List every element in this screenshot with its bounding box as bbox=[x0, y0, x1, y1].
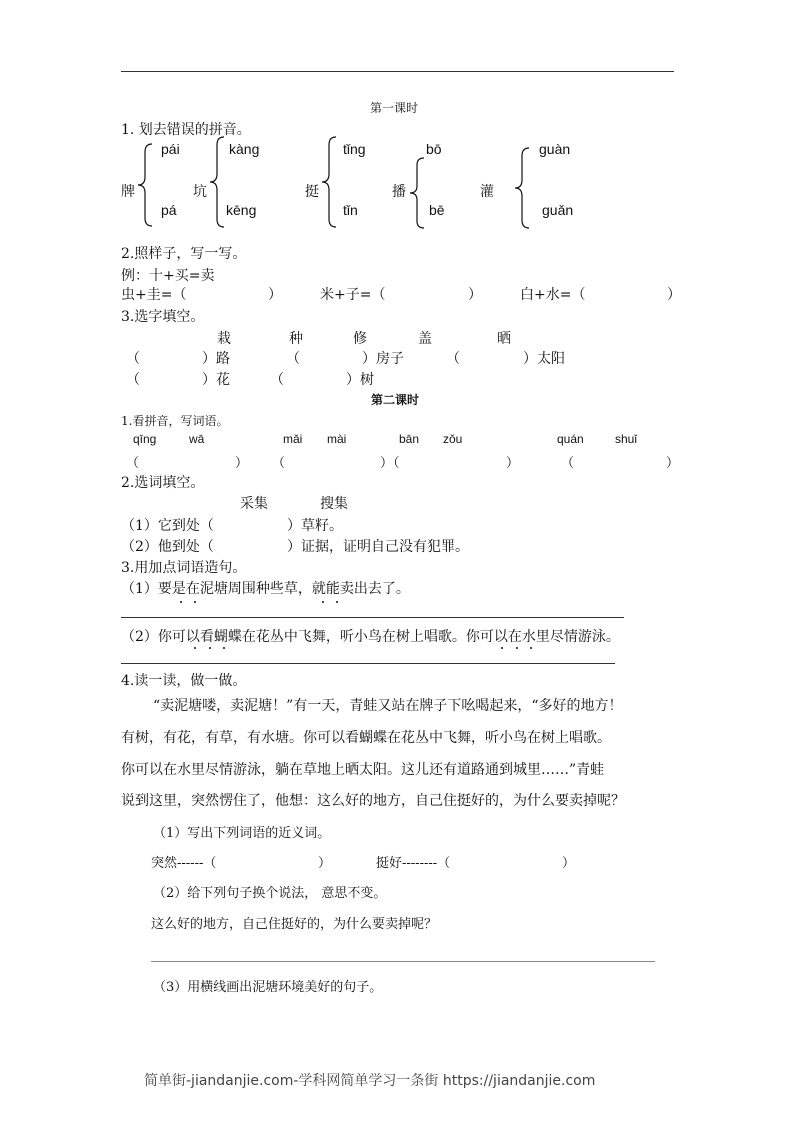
pinyin-option[interactable]: bē bbox=[429, 202, 445, 218]
answer-paren[interactable]: （ bbox=[286, 351, 300, 367]
fill-item: ）房子 bbox=[362, 351, 404, 367]
answer-paren[interactable]: ） bbox=[562, 856, 576, 871]
synonym-prompt: 突然------（ bbox=[151, 856, 217, 871]
q4-sentence: 这么好的地方，自己住挺好的，为什么要卖掉呢？ bbox=[151, 917, 438, 932]
q1-label: 1. 划去错误的拼音。 bbox=[121, 122, 251, 138]
pinyin-option[interactable]: guàn bbox=[539, 141, 571, 157]
hanzi: 挺 bbox=[305, 184, 319, 200]
emphasis-dot bbox=[194, 647, 196, 649]
hanzi: 牌 bbox=[121, 184, 135, 200]
brace-icon bbox=[210, 137, 226, 227]
l2-q1-label: 1.看拼音，写词语。 bbox=[121, 414, 229, 428]
emphasis-dot bbox=[194, 601, 196, 603]
l2-q3-label: 3.用加点词语造句。 bbox=[121, 560, 247, 576]
sentence-part: （1）它到处（ bbox=[121, 518, 214, 534]
pinyin-option[interactable]: tǐng bbox=[343, 141, 366, 157]
pinyin-option[interactable]: guǎn bbox=[542, 202, 574, 218]
answer-paren[interactable]: ） bbox=[268, 287, 282, 303]
fill-item: ）太阳 bbox=[523, 351, 565, 367]
answer-line[interactable] bbox=[121, 617, 624, 618]
answer-line[interactable] bbox=[151, 961, 655, 962]
answer-paren[interactable]: （ bbox=[126, 351, 140, 367]
q4-sub1: （1）写出下列词语的近义词。 bbox=[153, 826, 331, 841]
answer-paren[interactable]: （ bbox=[126, 372, 140, 388]
l2-q2-label: 2.选词填空。 bbox=[121, 475, 205, 491]
pinyin: mài bbox=[327, 432, 347, 446]
emphasis-dot bbox=[501, 647, 503, 649]
passage-line: 你可以在水里尽情游泳，躺在草地上晒太阳。这儿还有道路通到城里……”青蛙 bbox=[121, 762, 605, 778]
q2-example: 例：十+买=卖 bbox=[121, 268, 215, 284]
answer-paren[interactable]: ） bbox=[468, 287, 482, 303]
answer-paren[interactable]: ） bbox=[666, 456, 680, 471]
lesson2-title: 第二课时 bbox=[371, 393, 420, 407]
fill-item: ）树 bbox=[346, 372, 374, 388]
choice-word: 采集 bbox=[240, 496, 268, 512]
emphasis-dot bbox=[223, 647, 225, 649]
answer-paren[interactable]: ） bbox=[667, 287, 681, 303]
pinyin-option[interactable]: kàng bbox=[229, 141, 260, 157]
pinyin: quán bbox=[557, 432, 584, 446]
hanzi: 灌 bbox=[480, 184, 494, 200]
sample-sentence-1: （1）要是在泥塘周围种些草，就能卖出去了。 bbox=[121, 581, 410, 597]
sentence-part: （2）他到处（ bbox=[121, 539, 214, 555]
answer-line[interactable] bbox=[121, 663, 615, 664]
answer-paren[interactable]: （ bbox=[126, 456, 140, 471]
choice-char: 晒 bbox=[497, 331, 511, 347]
pinyin-option[interactable]: bō bbox=[426, 141, 442, 157]
answer-paren[interactable]: （ bbox=[272, 456, 286, 471]
emphasis-dot bbox=[516, 647, 518, 649]
passage-line: 说到这里，突然愣住了，他想：这么好的地方，自己住挺好的，为什么要卖掉呢？ bbox=[121, 793, 625, 809]
answer-paren[interactable]: （ bbox=[270, 372, 284, 388]
q2-item-1: 虫+圭=（ bbox=[121, 287, 187, 303]
brace-icon bbox=[410, 158, 426, 228]
pinyin-option[interactable]: pái bbox=[161, 141, 180, 157]
pinyin: qīng bbox=[133, 432, 157, 446]
sentence-part: ）证据，证明自己没有犯罪。 bbox=[287, 539, 469, 555]
sample-sentence-2: （2）你可以看蝴蝶在花丛中飞舞，听小鸟在树上唱歌。你可以在水里尽情游泳。 bbox=[121, 629, 620, 645]
choice-word: 搜集 bbox=[320, 496, 348, 512]
q2-item-3: 白+水=（ bbox=[520, 287, 586, 303]
answer-paren[interactable]: ） bbox=[235, 456, 249, 471]
q4-sub3: （3）用横线画出泥塘环境美好的句子。 bbox=[153, 980, 383, 995]
answer-paren[interactable]: （ bbox=[446, 351, 460, 367]
q4-sub2: （2）给下列句子换个说法， 意思不变。 bbox=[153, 886, 387, 901]
answer-paren[interactable]: ）（ bbox=[380, 456, 400, 471]
fill-item: ）路 bbox=[202, 351, 230, 367]
q2-label: 2.照样子，写一写。 bbox=[121, 246, 247, 262]
brace-icon bbox=[515, 148, 531, 228]
answer-paren[interactable]: ） bbox=[506, 456, 520, 471]
pinyin-option[interactable]: kēng bbox=[226, 202, 257, 218]
pinyin-option[interactable]: tǐn bbox=[343, 202, 358, 218]
pinyin: zǒu bbox=[443, 432, 463, 446]
answer-paren[interactable]: （ bbox=[561, 456, 575, 471]
passage-line: “卖泥塘喽，卖泥塘！”有一天，青蛙又站在牌子下吆喝起来，“多好的地方！ bbox=[153, 698, 623, 714]
hanzi: 播 bbox=[392, 184, 406, 200]
fill-item: ）花 bbox=[202, 372, 230, 388]
passage-line: 有树，有花，有草，有水塘。你可以看蝴蝶在花丛中飞舞，听小鸟在树上唱歌。 bbox=[121, 730, 611, 746]
emphasis-dot bbox=[209, 647, 211, 649]
pinyin: shuǐ bbox=[615, 432, 638, 446]
emphasis-dot bbox=[180, 601, 182, 603]
header-rule bbox=[121, 71, 674, 72]
footer-watermark: 简单街-jiandanjie.com-学科网简单学习一条街 https://jiandanjie.com bbox=[144, 1073, 596, 1089]
emphasis-dot bbox=[530, 647, 532, 649]
sentence-part: ）草籽。 bbox=[287, 518, 343, 534]
emphasis-dot bbox=[322, 601, 324, 603]
hanzi: 坑 bbox=[193, 184, 207, 200]
choice-char: 修 bbox=[353, 331, 367, 347]
choice-char: 栽 bbox=[217, 331, 231, 347]
answer-paren[interactable]: ） bbox=[318, 856, 332, 871]
pinyin: bān bbox=[399, 432, 420, 446]
brace-icon bbox=[138, 144, 154, 226]
q3-label: 3.选字填空。 bbox=[121, 309, 205, 325]
choice-char: 盖 bbox=[418, 331, 432, 347]
pinyin: mǎi bbox=[283, 432, 303, 446]
choice-char: 种 bbox=[289, 331, 303, 347]
emphasis-dot bbox=[336, 601, 338, 603]
brace-icon bbox=[322, 137, 338, 227]
pinyin: wā bbox=[189, 432, 205, 446]
synonym-prompt: 挺好--------（ bbox=[376, 856, 451, 871]
l2-q4-label: 4.读一读，做一做。 bbox=[121, 673, 247, 689]
pinyin-option[interactable]: pá bbox=[161, 202, 177, 218]
lesson1-title: 第一课时 bbox=[370, 101, 419, 115]
q2-item-2: 米+子=（ bbox=[320, 287, 386, 303]
